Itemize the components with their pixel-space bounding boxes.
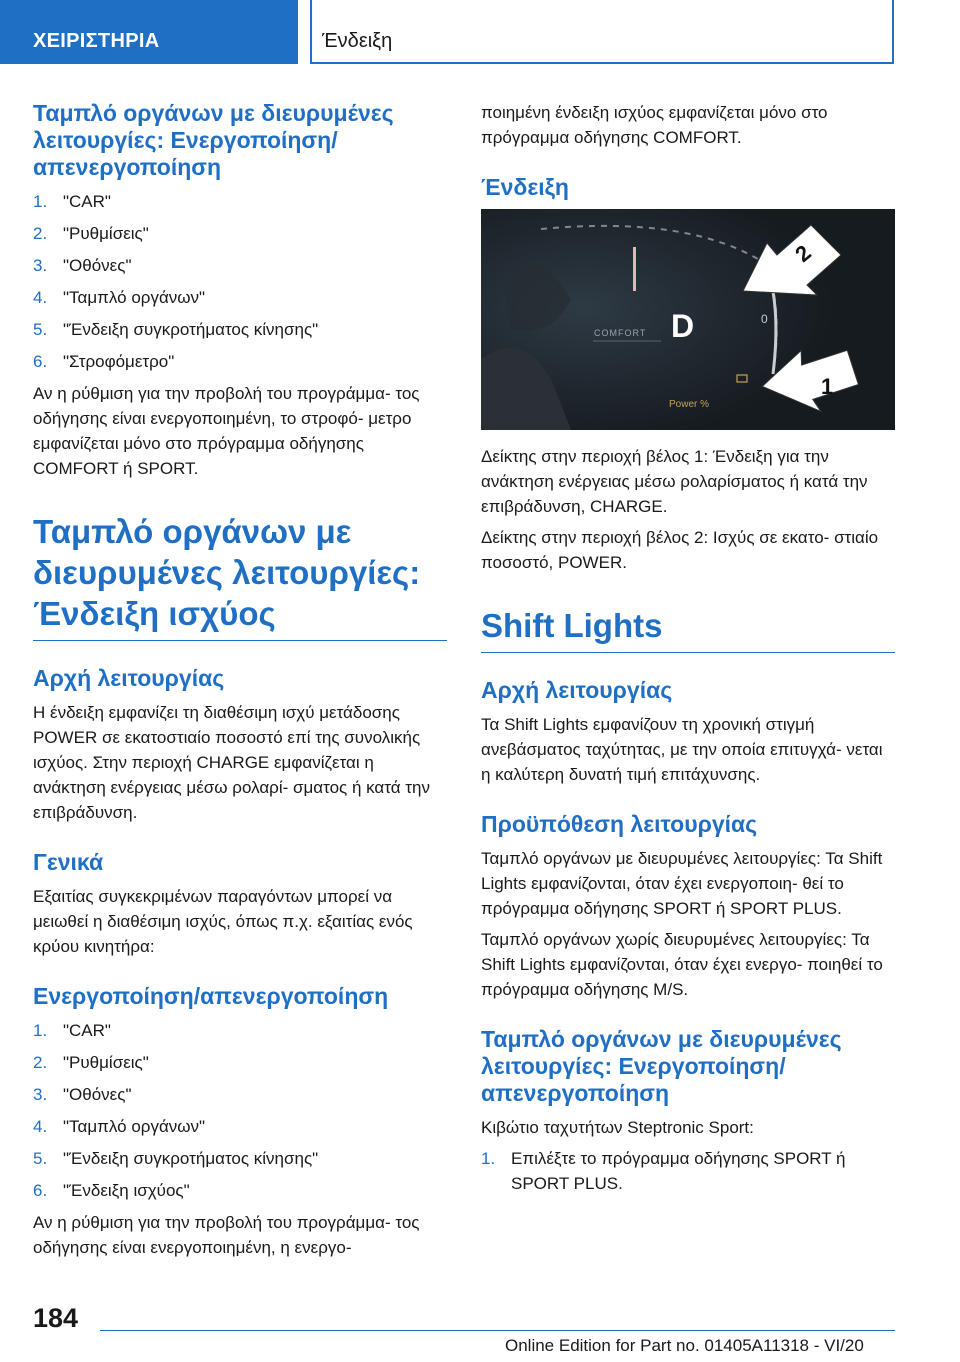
- step-number: 1.: [33, 1021, 48, 1040]
- heading-toggle-shift: Ταμπλό οργάνων με διευρυμένες λειτουργίες: Ενεργοποίηση/απενεργοποίηση: [481, 1026, 842, 1106]
- step-text: "Ταμπλό οργάνων": [63, 288, 206, 307]
- step-number: 3.: [33, 256, 48, 275]
- list-item: [33, 317, 447, 342]
- paragraph-principle: Η ένδειξη εμφανίζει τη διαθέσιμη ισχύ μετάδοσης POWER σε εκατοστιαίο ποσοστό επί της συνολικής ισχύος. Στην περιοχή CHARGE εμφανίζεται η ανάκτηση ενέργειας μέσω ρολαρί- σματος ή κατά την επιβράδυνση.: [33, 703, 430, 822]
- gauge-needle: [633, 247, 636, 291]
- step-number: 1.: [33, 192, 48, 211]
- step-number: 4.: [33, 1117, 48, 1136]
- paragraph-principle-shift: Τα Shift Lights εμφανίζουν τη χρονική στιγμή ανεβάσματος ταχύτητας, με την οποία επιτυγχά- νεται η καλύτερη δυνατή τιμή επιτάχυνσης.: [481, 715, 883, 784]
- step-text: "Ένδειξη συγκροτήματος κίνησης": [63, 1149, 319, 1168]
- list-item: [33, 1050, 447, 1075]
- instrument-cluster-image: [481, 209, 895, 430]
- steps-rpm: [33, 189, 447, 374]
- paragraph-precondition-1: Ταμπλό οργάνων με διευρυμένες λειτουργίες: Τα Shift Lights εμφανίζονται, όταν έχει ενεργοποιη- θεί το πρόγραμμα οδήγησης SPORT ή SPORT PLUS.: [481, 849, 883, 918]
- footer-divider: [100, 1330, 895, 1331]
- step-text: "CAR": [63, 1021, 111, 1040]
- page-number: 184: [33, 1303, 79, 1333]
- left-column: [33, 100, 447, 1266]
- paragraph-precondition-2: Ταμπλό οργάνων χωρίς διευρυμένες λειτουργίες: Τα Shift Lights εμφανίζονται, όταν έχει ενεργο- ποιηθεί το πρόγραμμα οδήγησης M/S.: [481, 930, 883, 999]
- step-number: 5.: [33, 320, 48, 339]
- step-text: "Στροφόμετρο": [63, 352, 175, 371]
- step-text: "Ένδειξη ισχύος": [63, 1181, 190, 1200]
- cluster-graphic: [481, 209, 895, 430]
- paragraph-arrow-1: Δείκτης στην περιοχή βέλος 1: Ένδειξη για την ανάκτηση ενέργειας μέσω ρολαρίσματος ή κατά την επιβράδυνση, CHARGE.: [481, 447, 868, 516]
- footer-edition: Online Edition for Part no. 01405A11318 - VI/20: [505, 1336, 864, 1355]
- step-number: 6.: [33, 1181, 48, 1200]
- header-section-label: ΧΕΙΡΙΣΤΗΡΙΑ: [33, 30, 160, 52]
- heading-principle: Αρχή λειτουργίας: [33, 665, 225, 691]
- list-item: [33, 189, 447, 214]
- step-number: 5.: [33, 1149, 48, 1168]
- list-item: [33, 1178, 447, 1203]
- drive-mode-label: COMFORT: [594, 328, 647, 338]
- right-column: [481, 100, 895, 1203]
- list-item: [481, 1146, 895, 1196]
- list-item: [33, 1114, 447, 1139]
- step-number: 1.: [481, 1149, 496, 1168]
- heading-shift-lights: Shift Lights: [481, 605, 895, 653]
- heading-display: Ένδειξη: [481, 174, 569, 200]
- step-number: 2.: [33, 1053, 48, 1072]
- steps-power: [33, 1018, 447, 1203]
- step-number: 2.: [33, 224, 48, 243]
- paragraph-gearbox: Κιβώτιο ταχυτήτων Steptronic Sport:: [481, 1118, 754, 1137]
- paragraph-continued: ποιημένη ένδειξη ισχύος εμφανίζεται μόνο στο πρόγραμμα οδήγησης COMFORT.: [481, 103, 828, 147]
- steps-shift: [481, 1146, 895, 1196]
- list-item: [33, 1146, 447, 1171]
- step-text: "Ρυθμίσεις": [63, 224, 149, 243]
- power-percent-label: Power %: [669, 399, 710, 410]
- heading-general: Γενικά: [33, 849, 104, 875]
- step-number: 6.: [33, 352, 48, 371]
- list-item: [33, 253, 447, 278]
- heading-toggle-rpm: Ταμπλό οργάνων με διευρυμένες λειτουργίες: Ενεργοποίηση/απενεργοποίηση: [33, 100, 394, 180]
- step-text: "Οθόνες": [63, 256, 132, 275]
- paragraph-general: Εξαιτίας συγκεκριμένων παραγόντων μπορεί να μειωθεί η διαθέσιμη ισχύς, όπως π.χ. εξαιτίας ενός κρύου κινητήρα:: [33, 887, 413, 956]
- heading-power-display: Ταμπλό οργάνων με διευρυμένες λειτουργίες: Ένδειξη ισχύος: [33, 511, 447, 641]
- heading-precondition: Προϋπόθεση λειτουργίας: [481, 811, 758, 837]
- gauge-zero-label: 0: [761, 312, 768, 326]
- gear-indicator: D: [671, 308, 695, 344]
- header-section-tab: [0, 0, 298, 64]
- list-item: [33, 1018, 447, 1043]
- step-text: "Ταμπλό οργάνων": [63, 1117, 206, 1136]
- step-number: 4.: [33, 288, 48, 307]
- list-item: [33, 1082, 447, 1107]
- step-text: "Ένδειξη συγκροτήματος κίνησης": [63, 320, 319, 339]
- list-item: [33, 349, 447, 374]
- paragraph-power-tail: Αν η ρύθμιση για την προβολή του προγράμμα- τος οδήγησης είναι ενεργοποιημένη, η ενεργο-: [33, 1213, 420, 1257]
- step-text: "Οθόνες": [63, 1085, 132, 1104]
- heading-toggle-power: Ενεργοποίηση/απενεργοποίηση: [33, 983, 389, 1009]
- step-text: "Ρυθμίσεις": [63, 1053, 149, 1072]
- step-number: 3.: [33, 1085, 48, 1104]
- callout-number-2: 2: [790, 239, 816, 267]
- paragraph-rpm: Αν η ρύθμιση για την προβολή του προγράμμα- τος οδήγησης είναι ενεργοποιημένη, το στροφό- μετρο εμφανίζεται μόνο στο πρόγραμμα οδήγησης COMFORT ή SPORT.: [33, 384, 420, 478]
- heading-principle-shift: Αρχή λειτουργίας: [481, 677, 673, 703]
- step-text: "CAR": [63, 192, 111, 211]
- list-item: [33, 221, 447, 246]
- step-text: Επιλέξτε το πρόγραμμα οδήγησης SPORT ή SPORT PLUS.: [511, 1149, 846, 1193]
- header-chapter-tab: [310, 0, 894, 64]
- header-chapter-label: Ένδειξη: [322, 30, 393, 52]
- paragraph-arrow-2: Δείκτης στην περιοχή βέλος 2: Ισχύς σε εκατο- στιαίο ποσοστό, POWER.: [481, 528, 879, 572]
- callout-number-1: 1: [821, 374, 834, 399]
- list-item: [33, 285, 447, 310]
